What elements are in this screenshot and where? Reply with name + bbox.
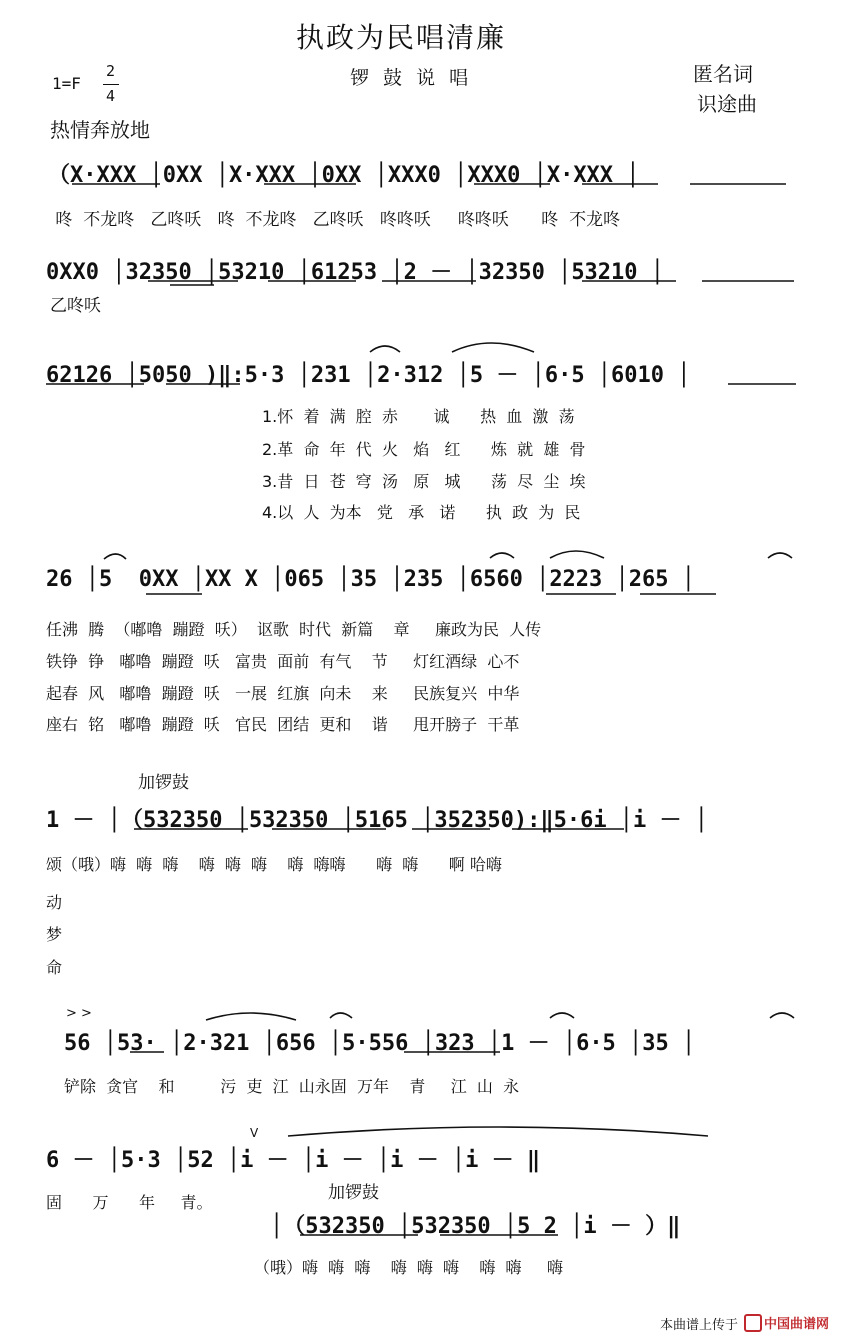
system-5-lyrics-verse-3: 梦 — [46, 925, 63, 944]
system-5-notes: 1 － │（532350 │532350 │5165 │352350):‖5·6i │i － │ — [46, 808, 709, 833]
system-4-lyrics-verse-2: 铁铮 铮 嘟噜 蹦蹬 㕭 富贵 面前 有气 节 灯红酒绿 心不 — [46, 652, 520, 671]
genre-label: 锣 鼓 说 唱 — [350, 67, 473, 89]
system-3-lyrics-verse-3: 3.昔 日 苍 穹 汤 原 城 荡 尽 尘 埃 — [262, 472, 586, 491]
system-2-lyrics: 乙咚㕭 — [50, 296, 101, 316]
system-4-lyrics-verse-3: 起春 风 嘟噜 蹦蹬 㕭 一展 红旗 向未 来 民族复兴 中华 — [46, 684, 520, 703]
system-6-notes: 56 │53· │2·321 │656 │5·556 │323 │1 － │6·5 │35 │ — [64, 1031, 696, 1056]
time-signature-bottom: 4 — [106, 87, 116, 105]
system-4-lyrics-verse-1: 任沸 腾 （嘟噜 蹦蹬 㕭） 讴歌 时代 新篇 章 廉政为民 人传 — [46, 620, 542, 639]
system-7-annotation: 加锣鼓 — [328, 1183, 379, 1203]
tempo-marking: 热情奔放地 — [50, 118, 150, 142]
system-7-drum-notes: │（532350 │532350 │5 2 │i － ）‖ — [270, 1214, 681, 1239]
system-4-lyrics-verse-4: 座右 铭 嘟噜 蹦蹬 㕭 官民 团结 更和 谐 甩开膀子 干革 — [46, 715, 520, 734]
lyricist-credit: 匿名词 — [693, 62, 753, 86]
system-4-notes: 26 │5 0XX │XX X │065 │35 │235 │6560 │2223 │265 │ — [46, 567, 696, 592]
system-3-lyrics-verse-4: 4.以 人 为本 党 承 诺 执 政 为 民 — [262, 503, 581, 522]
site-logo: 中国曲谱网 — [764, 1317, 830, 1332]
time-signature-top: 2 — [106, 62, 116, 80]
system-1-notes: （X·XXX │0XX │X·XXX │0XX │XXX0 │XXX0 │X·XXX │ — [48, 163, 640, 188]
system-6-lyrics: 铲除 贪官 和 污 吏 江 山永固 万年 青 江 山 永 — [64, 1077, 520, 1096]
system-3-notes: 62126 │5050 )‖:5·3 │231 │2·312 │5 － │6·5 │6010 │ — [46, 363, 691, 388]
system-3-lyrics-verse-2: 2.革 命 年 代 火 焰 红 炼 就 雄 骨 — [262, 440, 586, 459]
system-5-lyrics-verse-2: 动 — [46, 893, 63, 912]
system-7-notes: 6 － │5·3 │52 │i － │i － │i － │i － ‖ — [46, 1148, 541, 1173]
system-3-lyrics-verse-1: 1.怀 着 满 腔 赤 诚 热 血 激 荡 — [262, 407, 575, 426]
system-7-drum-lyrics: （哦）嗨 嗨 嗨 嗨 嗨 嗨 嗨 嗨 嗨 — [254, 1258, 563, 1277]
composer-credit: 识途曲 — [697, 92, 757, 116]
footer-note: 本曲谱上传于 — [660, 1318, 739, 1333]
song-title: 执政为民唱清廉 — [296, 21, 507, 54]
system-5-annotation: 加锣鼓 — [138, 773, 189, 793]
system-5-lyrics-verse-1: 颂（哦）嗨 嗨 嗨 嗨 嗨 嗨 嗨 嗨嗨 嗨 嗨 啊 哈嗨 — [46, 855, 502, 874]
site-logo-icon — [744, 1314, 762, 1332]
system-5-lyrics-verse-4: 命 — [46, 958, 63, 977]
breath-mark: V — [250, 1126, 259, 1140]
system-1-lyrics: 咚 不龙咚 乙咚㕭 咚 不龙咚 乙咚㕭 咚咚㕭 咚咚㕭 咚 不龙咚 — [50, 210, 621, 230]
accent-marks: > > — [66, 1006, 92, 1021]
system-7-lyrics: 固 万 年 青。 — [46, 1193, 213, 1212]
key-signature: 1=F — [52, 74, 81, 93]
system-2-notes: 0XX0 │32350 │53210 │61253 │2 － │32350 │53210 │ — [46, 260, 665, 285]
